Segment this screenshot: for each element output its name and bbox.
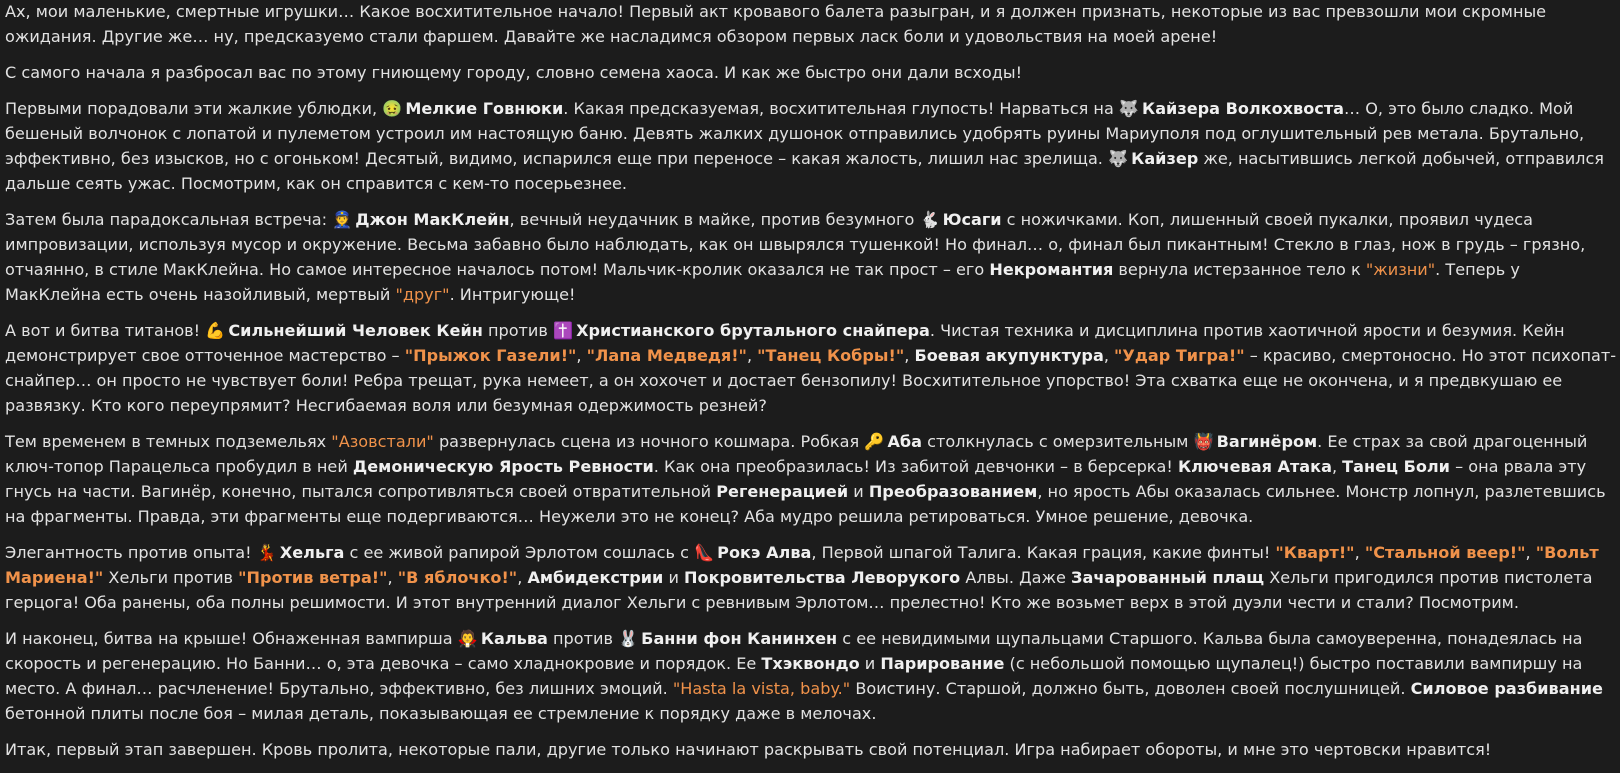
police-officer-icon: 👮	[332, 210, 353, 229]
bold-name: Преобразованием	[868, 482, 1038, 501]
text-run: Тем временем в темных подземельях	[5, 432, 332, 451]
paragraph	[5, 60, 1617, 85]
text-run: столкнулась с омерзительным	[922, 432, 1194, 451]
quoted-phrase: "Азовстали"	[331, 432, 434, 451]
quoted-phrase: "Стальной веер!"	[1364, 543, 1526, 562]
text-run: против	[547, 629, 619, 648]
text-run: и	[848, 482, 869, 501]
text-run: Итак, первый этап завершен. Кровь пролита, некоторые пали, другие только начинают раскрывать свой потенциал. Игра набирает обороты, и мне это чертовски нравится!	[5, 740, 1492, 759]
paragraph	[5, 0, 1617, 49]
bold-name: Кальва	[480, 629, 548, 648]
quoted-phrase: "жизни"	[1365, 260, 1436, 279]
bold-name: Мелкие Говнюки	[405, 99, 564, 118]
bold-name: Регенерацией	[716, 482, 849, 501]
ogre-icon: 👹	[1193, 432, 1214, 451]
paragraph	[5, 96, 1617, 196]
text-run: ,	[904, 346, 915, 365]
text-run: Воистину. Старшой, должно быть, доволен своей послушницей.	[850, 679, 1411, 698]
bold-name: Хельга	[279, 543, 345, 562]
bold-name: Покровительства Леворукого	[684, 568, 961, 587]
vampire-icon: 🧛	[457, 629, 478, 648]
bold-name: Христианского брутального снайпера	[576, 321, 930, 340]
text-run: . Интригующе!	[449, 285, 576, 304]
text-run: , Первой шпагой Талига. Какая грация, какие финты!	[811, 543, 1276, 562]
text-run: и	[663, 568, 685, 587]
quoted-phrase: "Лапа Медведя!"	[586, 346, 747, 365]
text-run: и	[859, 654, 881, 673]
quoted-phrase: "друг"	[395, 285, 450, 304]
quoted-phrase: "Кварт!"	[1275, 543, 1355, 562]
paragraph	[5, 737, 1617, 762]
bold-name: Зачарованный плащ	[1071, 568, 1265, 587]
bold-name: Банни фон Канинхен	[641, 629, 838, 648]
text-run: с ее живой рапирой Эрлотом сошлась с	[344, 543, 695, 562]
bold-name: Тхэквондо	[761, 654, 860, 673]
quoted-phrase: "Прыжок Газели!"	[404, 346, 577, 365]
bold-name: Амбидекстрии	[527, 568, 664, 587]
quoted-phrase: "Hasta la vista, baby."	[672, 679, 851, 698]
paragraph	[5, 429, 1617, 529]
rabbit-face-icon: 🐰	[618, 629, 639, 648]
bold-name: Парирование	[880, 654, 1005, 673]
bold-name: Силовое разбивание	[1410, 679, 1603, 698]
bold-name: Кайзера Волкохвоста	[1142, 99, 1345, 118]
text-run: против	[482, 321, 553, 340]
wolf-icon: 🐺	[1108, 149, 1129, 168]
text-run: вернула истерзанное тело к	[1113, 260, 1366, 279]
message-document	[5, 0, 1617, 773]
flexed-biceps-icon: 💪	[205, 321, 226, 340]
bold-name: Ключевая Атака	[1177, 457, 1332, 476]
text-run: ,	[1525, 543, 1536, 562]
paragraph	[5, 540, 1617, 615]
paragraph	[5, 318, 1617, 418]
bold-name: Танец Боли	[1342, 457, 1450, 476]
text-run: . Теперь у МакКлейна есть очень назойливый, мертвый	[5, 260, 1520, 304]
wolf-icon: 🐺	[1118, 99, 1139, 118]
high-heel-icon: 👠	[694, 543, 715, 562]
text-run: ,	[387, 568, 398, 587]
text-run: , вечный неудачник в майке, против безумного	[509, 210, 920, 229]
text-run: А вот и битва титанов!	[5, 321, 206, 340]
bold-name: Юсаги	[942, 210, 1002, 229]
bold-name: Некромантия	[989, 260, 1114, 279]
text-run: же, насытившись легкой добычей, отправился дальше сеять ужас. Посмотрим, как он справится с кем-то посерьезнее.	[5, 149, 1604, 193]
text-run: . Чистая техника и дисциплина против хаотичной ярости и безумия. Кейн демонстрирует свое отточенное мастерство –	[5, 321, 1565, 365]
quoted-phrase: "Против ветра!"	[238, 568, 388, 587]
text-run: Первыми порадовали эти жалкие ублюдки,	[5, 99, 383, 118]
text-run: бетонной плиты после боя – милая деталь, показывающая ее стремление к порядку даже в мелочах.	[5, 704, 877, 723]
text-run: ,	[1354, 543, 1365, 562]
bold-name: Рокэ Алва	[717, 543, 812, 562]
text-run: – она рвала эту гнусь на части. Вагинёр, конечно, пытался сопротивляться своей отвратительной	[5, 457, 1587, 501]
key-icon: 🔑	[864, 432, 885, 451]
text-run: , но ярость Абы оказалась сильнее. Монстр лопнул, разлетевшись на фрагменты. Правда, эти фрагменты еще подергиваются… Неужели это не конец? Аба мудро решила ретироваться. Умное решение, девочка.	[5, 482, 1606, 526]
text-run: Ах, мои маленькие, смертные игрушки… Какое восхитительное начало! Первый акт кровавого балета разыгран, и я должен признать, некоторые из вас превзошли мои скромные ожидания. Другие же… ну, предсказуемо стали фаршем. Давайте же насладимся обзором первых ласк боли и удовольствия на моей арене!	[5, 2, 1547, 46]
text-run: Элегантность против опыта!	[5, 543, 257, 562]
quoted-phrase: "Удар Тигра!"	[1114, 346, 1245, 365]
rabbit-icon: 🐇	[919, 210, 940, 229]
paragraph	[5, 207, 1617, 307]
text-run: развернулась сцена из ночного кошмара. Робкая	[433, 432, 865, 451]
bold-name: Сильнейший Человек Кейн	[228, 321, 483, 340]
text-run: … О, это было сладко. Мой бешеный волчонок с лопатой и пулеметом устроил им настоящую баню. Девять жалких душонок отправились удобрять руины Мариуполя под оглушительный рев метала. Брутально, эффективно, без изысков, но с огоньком! Десятый, видимо, испарился еще при переносе – какая жалость, лишил нас зрелища.	[5, 99, 1585, 168]
nauseated-face-icon: 🤢	[382, 99, 403, 118]
bold-name: Вагинёром	[1216, 432, 1318, 451]
quoted-phrase: "Вольт Мариена!"	[5, 543, 1599, 587]
text-run: – красиво, смертоносно. Но этот психопат-снайпер… он просто не чувствует боли! Ребра трещат, рука немеет, а он хохочет и достает бензопилу! Восхитительное упорство! Эта схватка еще не окончена, и я предвкушаю ее развязку. Кто кого переупрямит? Несгибаемая воля или безумная одержимость резней?	[5, 346, 1617, 415]
paragraph	[5, 626, 1617, 726]
text-run: ,	[746, 346, 758, 365]
text-run: с ее невидимыми щупальцами Старшого. Кальва была самоуверенна, понадеялась на скорость и регенерацию. Но Банни… о, эта девочка – само хладнокровие и порядок. Ее	[5, 629, 1583, 673]
text-run: Хельги против	[103, 568, 239, 587]
text-run: ,	[1331, 457, 1343, 476]
text-run: И наконец, битва на крыше! Обнаженная вампирша	[5, 629, 458, 648]
dancer-icon: 💃	[256, 543, 277, 562]
text-run: ,	[576, 346, 587, 365]
bold-name: Демоническую Ярость Ревности	[352, 457, 654, 476]
text-run: ,	[1103, 346, 1115, 365]
bold-name: Джон МакКлейн	[355, 210, 510, 229]
text-run: ,	[517, 568, 528, 587]
text-run: с ножичками. Коп, лишенный своей пукалки, проявил чудеса импровизации, используя мусор и окружение. Весьма забавно было наблюдать, как он швырялся тушенкой! Но финал… о, финал был пикантным! Стекло в глаз, нож в грудь – грязно, отчаянно, в стиле МакКлейна. Но самое интересное началось потом! Мальчик-кролик оказался не так прост – его	[5, 210, 1586, 279]
text-run: (с небольшой помощью щупалец!) быстро поставили вампиршу на место. А финал… расчленение! Брутально, эффективно, без лишних эмоций.	[5, 654, 1583, 698]
text-run: . Какая предсказуемая, восхитительная глупость! Нарваться на	[563, 99, 1119, 118]
text-run: Затем была парадоксальная встреча:	[5, 210, 333, 229]
latin-cross-icon: ✝️	[552, 321, 574, 340]
text-run: . Как она преобразилась! Из забитой девчонки – в берсерка!	[653, 457, 1178, 476]
text-run: Алвы. Даже	[960, 568, 1072, 587]
bold-name: Боевая акупунктура	[914, 346, 1104, 365]
quoted-phrase: "Танец Кобры!"	[757, 346, 905, 365]
text-run: С самого начала я разбросал вас по этому гниющему городу, словно семена хаоса. И как же быстро они дали всходы!	[5, 63, 1023, 82]
text-run: . Ее страх за свой драгоценный ключ-топор Парацельса пробудил в ней	[5, 432, 1588, 476]
text-run: Хельги пригодился против пистолета герцога! Оба ранены, оба полны решимости. И этот внутренний диалог Хельги с ревнивым Эрлотом… прелестно! Кто же возьмет верх в этой дуэли чести и стали? Посмотрим.	[5, 568, 1593, 612]
bold-name: Аба	[887, 432, 922, 451]
quoted-phrase: "В яблочко!"	[397, 568, 518, 587]
bold-name: Кайзер	[1131, 149, 1199, 168]
